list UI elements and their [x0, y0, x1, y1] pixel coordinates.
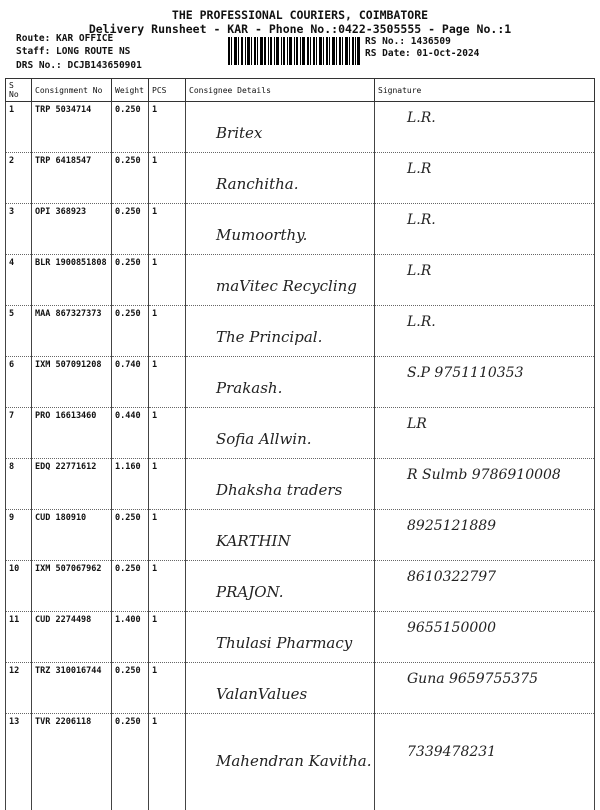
consignee-handwriting: The Principal.	[216, 328, 322, 346]
cell-weight: 0.440	[112, 408, 149, 459]
cell-signature	[375, 408, 595, 459]
cell-sno: 3	[6, 204, 32, 255]
consignee-handwriting: Mahendran Kavitha.	[216, 752, 371, 770]
table-row	[6, 204, 595, 255]
cell-weight: 1.400	[112, 612, 149, 663]
cell-sno: 12	[6, 663, 32, 714]
cell-pcs: 1	[149, 561, 186, 612]
cell-consignee	[186, 408, 375, 459]
col-consignment-no: Consignment No	[32, 79, 112, 102]
cell-signature	[375, 255, 595, 306]
company-title: THE PROFESSIONAL COURIERS, COIMBATORE	[0, 8, 600, 22]
table-row	[6, 714, 595, 810]
cell-signature	[375, 510, 595, 561]
signature-handwriting: LR	[407, 416, 427, 432]
cell-consignment: EDQ 22771612	[32, 459, 112, 510]
rs-number: RS No.: 1436509	[365, 36, 451, 47]
cell-weight: 0.250	[112, 714, 149, 810]
cell-sno: 6	[6, 357, 32, 408]
cell-consignee	[186, 459, 375, 510]
cell-weight: 0.250	[112, 102, 149, 153]
cell-weight: 1.160	[112, 459, 149, 510]
cell-weight: 0.250	[112, 204, 149, 255]
signature-handwriting: 7339478231	[407, 744, 496, 760]
table-header-row	[6, 79, 595, 102]
cell-signature	[375, 459, 595, 510]
rs-date: RS Date: 01-Oct-2024	[365, 48, 479, 59]
consignee-handwriting: ValanValues	[216, 685, 307, 703]
cell-signature	[375, 306, 595, 357]
cell-sno: 9	[6, 510, 32, 561]
signature-handwriting: 8610322797	[407, 569, 496, 585]
cell-weight: 0.250	[112, 510, 149, 561]
cell-sno: 13	[6, 714, 32, 810]
cell-sno: 5	[6, 306, 32, 357]
cell-signature	[375, 663, 595, 714]
col-signature: Signature	[375, 79, 595, 102]
cell-pcs: 1	[149, 459, 186, 510]
cell-sno: 2	[6, 153, 32, 204]
cell-consignee	[186, 357, 375, 408]
cell-signature	[375, 153, 595, 204]
table-row	[6, 663, 595, 714]
signature-handwriting: L.R.	[407, 110, 436, 126]
table-row	[6, 153, 595, 204]
staff-label: Staff: LONG ROUTE NS	[16, 46, 130, 57]
signature-handwriting: L.R.	[407, 314, 436, 330]
cell-consignee	[186, 663, 375, 714]
consignee-handwriting: Sofia Allwin.	[216, 430, 312, 448]
table-row	[6, 357, 595, 408]
consignee-handwriting: KARTHIN	[216, 532, 291, 550]
cell-weight: 0.250	[112, 306, 149, 357]
signature-handwriting: R Sulmb 9786910008	[407, 467, 561, 483]
runsheet-table	[5, 78, 595, 810]
signature-handwriting: 9655150000	[407, 620, 496, 636]
cell-weight: 0.740	[112, 357, 149, 408]
cell-consignee	[186, 204, 375, 255]
cell-signature	[375, 204, 595, 255]
cell-consignee	[186, 255, 375, 306]
cell-pcs: 1	[149, 357, 186, 408]
cell-consignment: TRZ 310016744	[32, 663, 112, 714]
cell-pcs: 1	[149, 204, 186, 255]
cell-sno: 11	[6, 612, 32, 663]
signature-handwriting: L.R	[407, 161, 431, 177]
cell-pcs: 1	[149, 102, 186, 153]
runsheet-subtitle: Delivery Runsheet - KAR - Phone No.:0422-3505555 - Page No.:1	[0, 22, 600, 36]
col-consignee: Consignee Details	[186, 79, 375, 102]
col-sno: S No	[6, 79, 32, 102]
cell-consignment: TRP 5034714	[32, 102, 112, 153]
route-label: Route: KAR OFFICE	[16, 33, 113, 44]
cell-sno: 8	[6, 459, 32, 510]
consignee-handwriting: PRAJON.	[216, 583, 283, 601]
consignee-handwriting: Dhaksha traders	[216, 481, 342, 499]
cell-consignee	[186, 102, 375, 153]
signature-handwriting: S.P 9751110353	[407, 365, 523, 381]
signature-handwriting: L.R.	[407, 212, 436, 228]
cell-weight: 0.250	[112, 561, 149, 612]
consignee-handwriting: Thulasi Pharmacy	[216, 634, 352, 652]
signature-handwriting: L.R	[407, 263, 431, 279]
cell-weight: 0.250	[112, 255, 149, 306]
table-row	[6, 306, 595, 357]
cell-consignment: BLR 1900851808	[32, 255, 112, 306]
table-row	[6, 102, 595, 153]
consignee-handwriting: Britex	[216, 124, 262, 142]
cell-pcs: 1	[149, 306, 186, 357]
col-pcs: PCS	[149, 79, 186, 102]
cell-sno: 10	[6, 561, 32, 612]
cell-consignee	[186, 612, 375, 663]
cell-consignee	[186, 306, 375, 357]
cell-consignment: OPI 368923	[32, 204, 112, 255]
consignee-handwriting: Prakash.	[216, 379, 282, 397]
cell-signature	[375, 714, 595, 810]
table-row	[6, 255, 595, 306]
cell-sno: 7	[6, 408, 32, 459]
table-row	[6, 510, 595, 561]
cell-pcs: 1	[149, 663, 186, 714]
cell-consignment: IXM 507067962	[32, 561, 112, 612]
cell-consignee	[186, 561, 375, 612]
cell-pcs: 1	[149, 255, 186, 306]
cell-consignment: CUD 180910	[32, 510, 112, 561]
cell-pcs: 1	[149, 510, 186, 561]
cell-consignee	[186, 510, 375, 561]
cell-signature	[375, 102, 595, 153]
table-row	[6, 408, 595, 459]
consignee-handwriting: Ranchitha.	[216, 175, 299, 193]
cell-sno: 1	[6, 102, 32, 153]
cell-pcs: 1	[149, 714, 186, 810]
consignee-handwriting: maVitec Recycling	[216, 277, 357, 295]
cell-consignee	[186, 153, 375, 204]
cell-consignment: MAA 867327373	[32, 306, 112, 357]
cell-signature	[375, 357, 595, 408]
signature-handwriting: Guna 9659755375	[407, 671, 538, 687]
barcode-icon	[228, 37, 360, 65]
drs-number: DRS No.: DCJB143650901	[16, 60, 142, 71]
cell-consignment: CUD 2274498	[32, 612, 112, 663]
table-row	[6, 561, 595, 612]
cell-sno: 4	[6, 255, 32, 306]
cell-consignee	[186, 714, 375, 810]
cell-weight: 0.250	[112, 153, 149, 204]
table-row	[6, 459, 595, 510]
consignee-handwriting: Mumoorthy.	[216, 226, 307, 244]
cell-weight: 0.250	[112, 663, 149, 714]
cell-pcs: 1	[149, 612, 186, 663]
cell-consignment: TRP 6418547	[32, 153, 112, 204]
cell-consignment: TVR 2206118	[32, 714, 112, 810]
cell-pcs: 1	[149, 153, 186, 204]
cell-signature	[375, 561, 595, 612]
table-row	[6, 612, 595, 663]
col-weight: Weight	[112, 79, 149, 102]
signature-handwriting: 8925121889	[407, 518, 496, 534]
cell-consignment: IXM 507091208	[32, 357, 112, 408]
cell-pcs: 1	[149, 408, 186, 459]
cell-consignment: PRO 16613460	[32, 408, 112, 459]
cell-signature	[375, 612, 595, 663]
